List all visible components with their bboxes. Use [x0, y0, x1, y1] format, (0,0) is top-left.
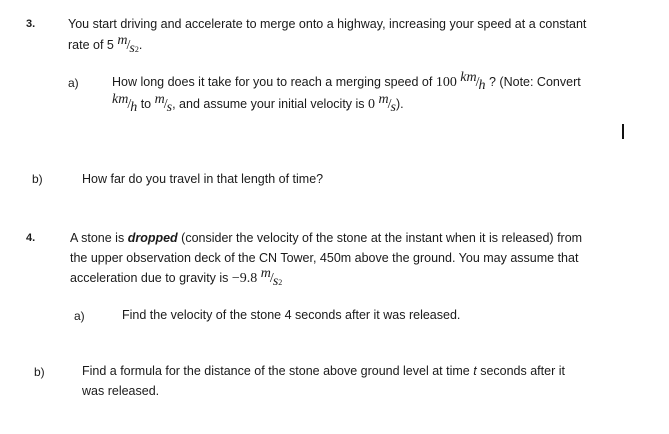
q3a-text-prefix: How long does it take for you to reach a merging speed of	[112, 75, 433, 89]
q3a-mid: , and assume your initial velocity is	[172, 97, 365, 111]
q4-line3	[70, 266, 283, 289]
q3-line1: You start driving and accelerate to merge onto a highway, increasing your speed at a constant	[68, 17, 587, 31]
q4b-time-var: t	[473, 364, 477, 378]
q3-line2: rate of 5 $m/s_2$.	[68, 33, 143, 56]
q4-dropped: dropped	[127, 231, 178, 245]
q4-line1	[70, 231, 582, 245]
q3b-text: How far do you travel in that length of time?	[82, 172, 324, 186]
q3a-init-velocity: 0	[368, 97, 376, 112]
q4-number: 4.	[26, 232, 36, 244]
q4a-label: a)	[74, 309, 85, 323]
q4b-line1-suffix: seconds after it	[480, 364, 565, 378]
q4a-text: Find the velocity of the stone 4 seconds after it was released.	[122, 308, 461, 322]
gravity-value: −9.8	[231, 271, 258, 286]
q3a-end: ).	[395, 97, 404, 111]
q3-number: 3.	[26, 18, 36, 30]
q3a-text-suffix: ? (Note: Convert	[489, 75, 581, 89]
q3a-speed: 100	[435, 75, 457, 90]
q4-line2: the upper observation deck of the CN Tower, 450m above the ground. You may assume that	[70, 251, 579, 265]
q3a-line2	[112, 92, 404, 115]
text-cursor	[622, 124, 624, 139]
q3a-line1	[112, 70, 581, 93]
q4-line3-prefix: acceleration due to gravity is	[70, 271, 229, 285]
q4b-line1	[82, 364, 565, 378]
accel-unit: $m/s_2$	[117, 33, 139, 56]
velocity-unit-2: m/s	[378, 92, 396, 115]
q4b-line2: was released.	[82, 384, 160, 398]
q3a-label: a)	[68, 76, 79, 90]
speed-unit-2: km/h	[112, 92, 138, 115]
q3-rate-prefix: rate of 5	[68, 38, 114, 52]
q3b-label: b)	[32, 172, 43, 186]
q4b-line1-prefix: Find a formula for the distance of the stone above ground level at time	[82, 364, 470, 378]
q4b-label: b)	[34, 365, 45, 379]
gravity-unit: $m/s_2$	[260, 266, 283, 289]
q4-line1-prefix: A stone is	[70, 231, 125, 245]
velocity-unit: m/s	[154, 92, 173, 115]
q3a-to: to	[140, 97, 152, 111]
speed-unit: km/h	[460, 70, 486, 93]
q4-line1-suffix: (consider the velocity of the stone at the instant when it is released) from	[181, 231, 583, 245]
